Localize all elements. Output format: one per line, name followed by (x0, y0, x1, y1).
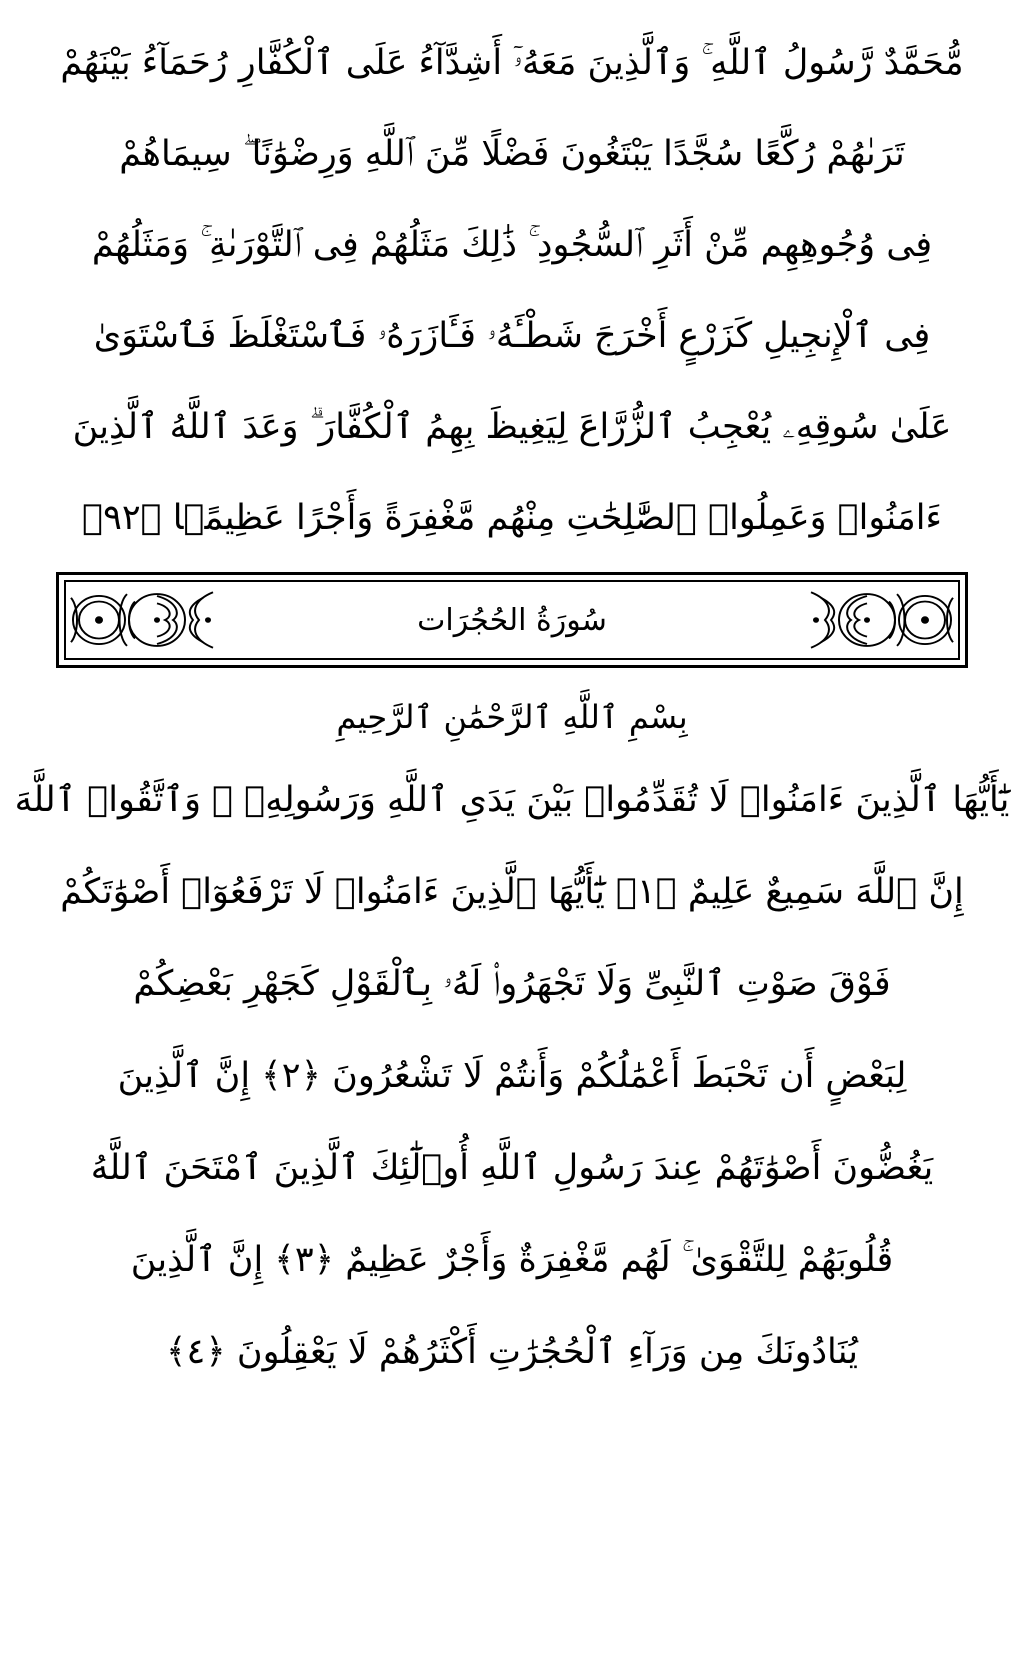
text-line (56, 109, 968, 200)
text-line (56, 1122, 968, 1214)
ayah-line: يَغُضُّونَ أَصْوَٰتَهُمْ عِندَ رَسُولِ ٱللَّهِ أُو۟لَٰٓئِكَ ٱلَّذِينَ ٱمْتَحَنَ ٱللَّهُ (90, 1147, 934, 1188)
ayah-line: فَوْقَ صَوْتِ ٱلنَّبِىِّ وَلَا تَجْهَرُوا۟ لَهُۥ بِٱلْقَوْلِ كَجَهْرِ بَعْضِكُمْ (133, 963, 891, 1004)
basmala-line: بِسْمِ ٱللَّهِ ٱلرَّحْمَٰنِ ٱلرَّحِيمِ (336, 698, 688, 736)
text-line (56, 291, 968, 382)
ayah-line: فِى ٱلْإِنجِيلِ كَزَرْعٍ أَخْرَجَ شَطْـَٔهُۥ فَـَٔازَرَهُۥ فَٱسْتَغْلَظَ فَٱسْتَوَىٰ (93, 316, 931, 356)
text-line (56, 846, 968, 938)
arabesque-ornament-right-icon (807, 583, 957, 657)
ayah-line: يَٰٓأَيُّهَا ٱلَّذِينَ ءَامَنُوا۟ لَا تُقَدِّمُوا۟ بَيْنَ يَدَىِ ٱللَّهِ وَرَسُولِهِۦ ۖ وَٱتَّقُوا۟ ٱللَّهَ (14, 779, 1010, 820)
ayah-line: مُّحَمَّدٌ رَّسُولُ ٱللَّهِ ۚ وَٱلَّذِينَ مَعَهُۥٓ أَشِدَّآءُ عَلَى ٱلْكُفَّارِ رُحَمَآءُ بَيْنَهُمْ (60, 43, 964, 83)
previous-surah-text-block (56, 18, 968, 564)
text-line (56, 938, 968, 1030)
ayah-line: يُنَادُونَكَ مِن وَرَآءِ ٱلْحُجُرَٰتِ أَكْثَرُهُمْ لَا يَعْقِلُونَ ﴿٤﴾ (165, 1331, 859, 1372)
text-line (14, 754, 1010, 846)
text-line (56, 1214, 968, 1306)
text-line (56, 1030, 968, 1122)
ayah-line: تَرَىٰهُمْ رُكَّعًا سُجَّدًا يَبْتَغُونَ فَضْلًا مِّنَ ٱللَّهِ وَرِضْوَٰنًا ۖ سِيمَاهُمْ (119, 134, 905, 174)
ayah-line: عَلَىٰ سُوقِهِۦ يُعْجِبُ ٱلزُّرَّاعَ لِيَغِيظَ بِهِمُ ٱلْكُفَّارَ ۗ وَعَدَ ٱللَّهُ ٱلَّذِينَ (72, 407, 952, 447)
ayah-line: فِى وُجُوهِهِم مِّنْ أَثَرِ ٱلسُّجُودِ ۚ ذَٰلِكَ مَثَلُهُمْ فِى ٱلتَّوْرَىٰةِ ۚ وَمَثَلُهُمْ (91, 225, 933, 265)
text-line (56, 473, 968, 564)
text-line (56, 200, 968, 291)
current-surah-text-block (14, 754, 1010, 1398)
surah-title: سُورَةُ الحُجُرَات (417, 602, 607, 638)
ayah-line: لِبَعْضٍ أَن تَحْبَطَ أَعْمَٰلُكُمْ وَأَنتُمْ لَا تَشْعُرُونَ ﴿٢﴾ إِنَّ ٱلَّذِينَ (117, 1055, 907, 1096)
arabesque-ornament-left-icon (67, 583, 217, 657)
ayah-line: ءَامَنُوا۟ وَعَمِلُوا۟ ٱلصَّٰلِحَٰتِ مِنْهُم مَّغْفِرَةً وَأَجْرًا عَظِيمًۢا ﴿٢٩﴾ (82, 498, 942, 538)
text-line (56, 18, 968, 109)
text-line (56, 1306, 968, 1398)
ayah-line: قُلُوبَهُمْ لِلتَّقْوَىٰ ۚ لَهُم مَّغْفِرَةٌ وَأَجْرٌ عَظِيمٌ ﴿٣﴾ إِنَّ ٱلَّذِينَ (130, 1239, 894, 1280)
text-line (56, 382, 968, 473)
ayah-line: إِنَّ ٱللَّهَ سَمِيعٌ عَلِيمٌ ﴿١﴾ يَٰٓأَيُّهَا ٱلَّذِينَ ءَامَنُوا۟ لَا تَرْفَعُوٓا۟ أَصْوَٰتَكُمْ (60, 871, 964, 912)
surah-header-band (56, 572, 968, 668)
